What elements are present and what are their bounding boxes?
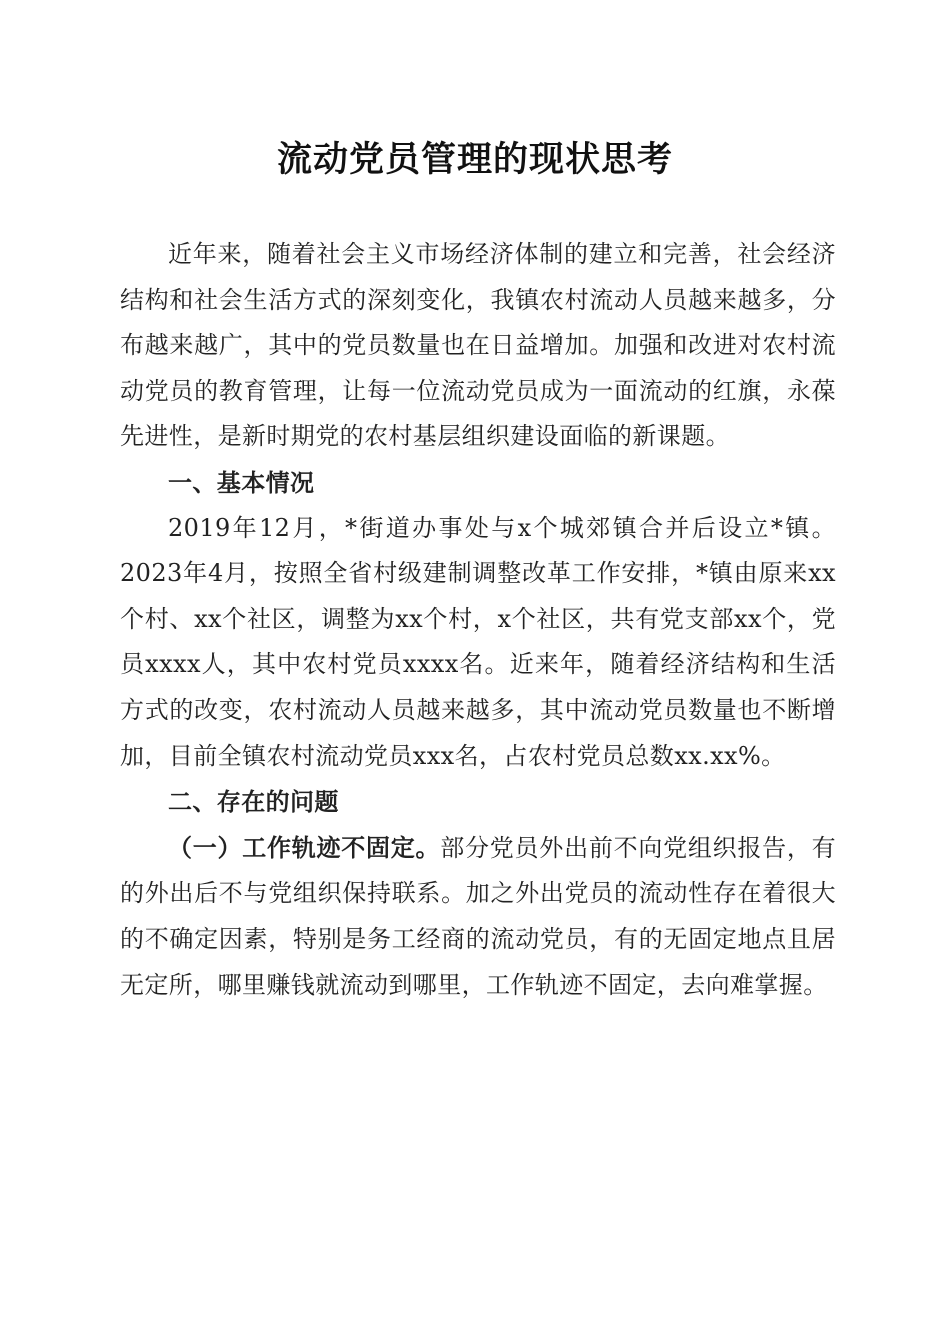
section-2-item-1-heading: （一）工作轨迹不固定。	[168, 832, 441, 862]
document-title: 流动党员管理的现状思考	[276, 139, 673, 180]
section-1-paragraph: 2019年12月，*街道办事处与x个城郊镇合并后设立*镇。2023年4月，按照全省村级建制调整改革工作安排，*镇由原来xx个村、xx个社区，调整为xx个村，x个社区，共有党支部xx个，党员xxxx人，其中农村党员xxxx名。近来年，随着经济结构和生活方式的改变，农村流动人员越来越多，其中流动党员数量也不断增加，目前全镇农村流动党员xxx名，占农村党员总数xx.xx%。	[120, 513, 836, 770]
document-body	[120, 232, 836, 1008]
section-1-heading: 一、基本情况	[168, 467, 315, 497]
section-2-heading: 二、存在的问题	[168, 787, 339, 817]
section-2-item-1-body: 部分党员外出前不向党组织报告，有的外出后不与党组织保持联系。加之外出党员的流动性存在着很大的不确定因素，特别是务工经商的流动党员，有的无固定地点且居无定所，哪里赚钱就流动到哪里，工作轨迹不固定，去向难掌握。	[120, 833, 836, 999]
section-2-item-1-paragraph	[120, 825, 836, 1008]
intro-paragraph: 近年来，随着社会主义市场经济体制的建立和完善，社会经济结构和社会生活方式的深刻变化，我镇农村流动人员越来越多，分布越来越广，其中的党员数量也在日益增加。加强和改进对农村流动党员的教育管理，让每一位流动党员成为一面流动的红旗，永葆先进性，是新时期党的农村基层组织建设面临的新课题。	[120, 240, 836, 451]
